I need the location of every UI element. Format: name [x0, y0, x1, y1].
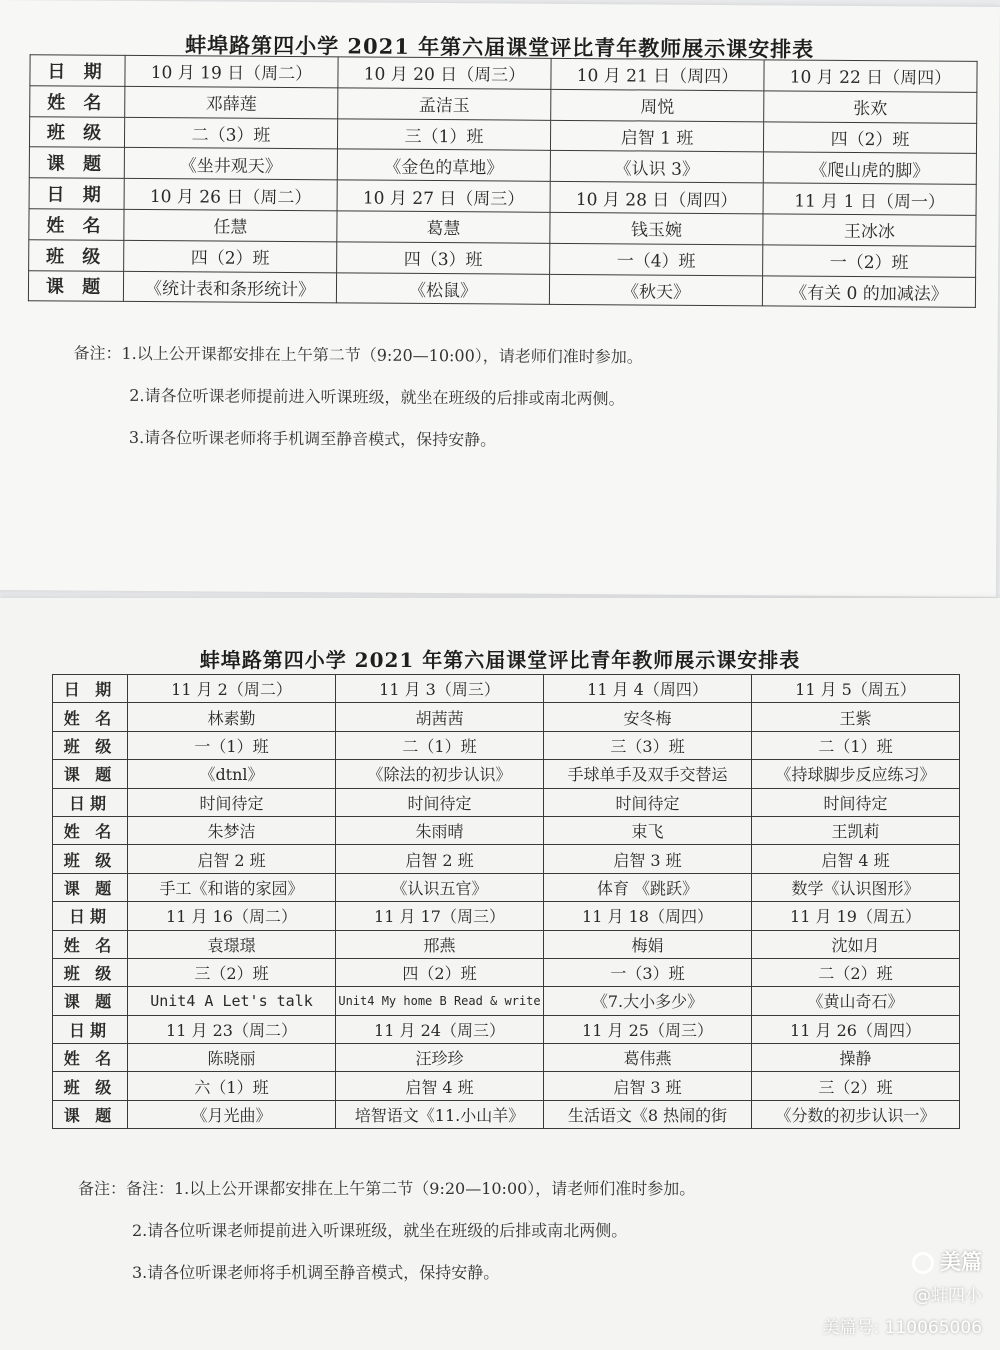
- row-header-cell: 课 题: [53, 1100, 128, 1128]
- table-row: [53, 1015, 960, 1043]
- note-1: 备注：1.以上公开课都安排在上午第二节（9:20—10:00），请老师们准时参加。: [73, 343, 643, 367]
- schedule-cell: 《坐井观天》: [124, 148, 337, 180]
- schedule-cell: 三（1）班: [337, 118, 550, 150]
- schedule-cell: 二（1）班: [336, 731, 544, 759]
- schedule-cell: 时间待定: [336, 788, 544, 816]
- row-header-cell: 姓 名: [30, 86, 125, 117]
- table-row: [53, 1072, 960, 1100]
- schedule-cell: 《黄山奇石》: [752, 987, 960, 1015]
- schedule-cell: 安冬梅: [544, 703, 752, 731]
- row-header-cell: 课 题: [53, 760, 128, 788]
- table-row: [53, 987, 960, 1015]
- schedule-cell: 邢燕: [336, 930, 544, 958]
- schedule-cell: 11 月 16（周二）: [128, 902, 336, 930]
- schedule-cell: 袁璟璟: [128, 930, 336, 958]
- table-row: [53, 675, 960, 703]
- schedule-cell: 周悦: [551, 89, 764, 121]
- row-header-cell: 课 题: [53, 873, 128, 901]
- row-header-cell: 姓 名: [53, 1044, 128, 1072]
- row-header-cell: 班 级: [53, 958, 128, 986]
- schedule-cell: 葛伟燕: [544, 1044, 752, 1072]
- schedule-cell: 《认识五官》: [336, 873, 544, 901]
- schedule-cell: 《月光曲》: [128, 1100, 336, 1128]
- schedule-cell: 二（2）班: [752, 958, 960, 986]
- schedule-cell: 生活语文《8 热闹的街: [544, 1100, 752, 1128]
- schedule-cell: 启智 3 班: [544, 845, 752, 873]
- schedule-cell: 林素勤: [128, 703, 336, 731]
- row-header-cell: 日期: [53, 788, 128, 816]
- schedule-cell: 朱雨晴: [336, 816, 544, 844]
- schedule-cell: 《松鼠》: [336, 272, 549, 304]
- schedule-cell: 三（2）班: [128, 958, 336, 986]
- schedule-cell: 启智 2 班: [128, 845, 336, 873]
- schedule-cell: 四（3）班: [337, 242, 550, 274]
- schedule-cell: 《除法的初步认识》: [336, 760, 544, 788]
- row-header-cell: 姓 名: [53, 703, 128, 731]
- table-row: [53, 845, 960, 873]
- schedule-cell: 张欢: [764, 91, 977, 123]
- schedule-cell: 培智语文《11.小山羊》: [336, 1100, 544, 1128]
- schedule-cell: 《爬山虎的脚》: [763, 152, 976, 184]
- schedule-cell: 胡茜茜: [336, 703, 544, 731]
- table-row: [53, 902, 960, 930]
- schedule-sheet-2: [0, 598, 1000, 1350]
- schedule-cell: 束飞: [544, 816, 752, 844]
- schedule-cell: 11 月 2（周二）: [128, 675, 336, 703]
- table-row: [53, 958, 960, 986]
- schedule-cell: 启智 1 班: [550, 120, 763, 152]
- schedule-cell: 时间待定: [752, 788, 960, 816]
- schedule-cell: 11 月 26（周四）: [752, 1015, 960, 1043]
- row-header-cell: 日 期: [30, 55, 125, 86]
- schedule-cell: 《7.大小多少》: [544, 987, 752, 1015]
- row-header-cell: 日期: [53, 1015, 128, 1043]
- schedule-cell: 数学《认识图形》: [752, 873, 960, 901]
- schedule-cell: 六（1）班: [128, 1072, 336, 1100]
- table-row: [53, 1044, 960, 1072]
- schedule-cell: 时间待定: [128, 788, 336, 816]
- schedule-cell: 11 月 23（周二）: [128, 1015, 336, 1043]
- schedule-cell: 《金色的草地》: [337, 149, 550, 181]
- schedule-cell: 《持球脚步反应练习》: [752, 760, 960, 788]
- schedule-cell: Unit4 My home B Read & write: [336, 987, 544, 1015]
- table-row: [53, 760, 960, 788]
- schedule-cell: 11 月 4（周四）: [544, 675, 752, 703]
- row-header-cell: 班 级: [53, 731, 128, 759]
- row-header-cell: 日 期: [53, 675, 128, 703]
- meipian-logo-icon: [912, 1252, 934, 1274]
- sheet-2-title: 蚌埠路第四小学 2021 年第六届课堂评比青年教师展示课安排表: [199, 648, 801, 672]
- schedule-cell: 10 月 19 日（周二）: [125, 55, 338, 87]
- schedule-cell: 11 月 5（周五）: [752, 675, 960, 703]
- row-header-cell: 日期: [53, 902, 128, 930]
- schedule-cell: 10 月 26 日（周二）: [124, 179, 337, 211]
- watermark-id: 美篇号: 110065006: [822, 1318, 982, 1338]
- schedule-cell: 《有关 0 的加减法》: [762, 275, 975, 307]
- table-row: [53, 731, 960, 759]
- schedule-cell: 10 月 28 日（周四）: [550, 182, 763, 214]
- schedule-cell: 《分数的初步认识一》: [752, 1100, 960, 1128]
- schedule-cell: 王冰冰: [763, 214, 976, 246]
- table-row: [53, 873, 960, 901]
- row-header-cell: 班 级: [29, 239, 124, 270]
- row-header-cell: 日 期: [29, 178, 124, 209]
- row-header-cell: 姓 名: [29, 209, 124, 240]
- note-3: 3.请各位听课老师将手机调至静音模式，保持安静。: [128, 427, 497, 450]
- schedule-cell: 操静: [752, 1044, 960, 1072]
- schedule-cell: 时间待定: [544, 788, 752, 816]
- watermark-brand: [912, 1246, 982, 1276]
- table-row: [53, 703, 960, 731]
- schedule-cell: 汪珍珍: [336, 1044, 544, 1072]
- schedule-cell: 启智 2 班: [336, 845, 544, 873]
- schedule-cell: 体育 《跳跃》: [544, 873, 752, 901]
- schedule-cell: 《dtnl》: [128, 760, 336, 788]
- schedule-cell: 启智 3 班: [544, 1072, 752, 1100]
- schedule-cell: 梅娟: [544, 930, 752, 958]
- schedule-cell: 11 月 25（周三）: [544, 1015, 752, 1043]
- row-header-cell: 课 题: [29, 147, 124, 178]
- schedule-cell: 11 月 18（周四）: [544, 902, 752, 930]
- row-header-cell: 班 级: [53, 1072, 128, 1100]
- schedule-cell: 葛慧: [337, 211, 550, 243]
- schedule-cell: 王紫: [752, 703, 960, 731]
- row-header-cell: 课 题: [53, 987, 128, 1015]
- schedule-cell: 启智 4 班: [752, 845, 960, 873]
- schedule-cell: 11 月 24（周三）: [336, 1015, 544, 1043]
- schedule-cell: 《认识 3》: [550, 151, 763, 183]
- schedule-cell: 10 月 27 日（周三）: [337, 180, 550, 212]
- schedule-cell: 一（2）班: [763, 245, 976, 277]
- schedule-cell: Unit4 A Let's talk: [128, 987, 336, 1015]
- schedule-cell: 沈如月: [752, 930, 960, 958]
- row-header-cell: 班 级: [29, 116, 124, 147]
- schedule-cell: 孟洁玉: [338, 88, 551, 120]
- table-row: [53, 788, 960, 816]
- schedule-sheet-1: [0, 0, 1000, 597]
- sheet-1-table: [28, 54, 978, 308]
- row-header-cell: 课 题: [28, 270, 123, 301]
- table-row: [53, 816, 960, 844]
- schedule-cell: 任慧: [124, 209, 337, 241]
- schedule-cell: 邓薛莲: [125, 86, 338, 118]
- sheet-1-title: 蚌埠路第四小学 2021 年第六届课堂评比青年教师展示课安排表: [185, 32, 815, 62]
- table-row: [53, 1100, 960, 1128]
- schedule-cell: 一（4）班: [550, 243, 763, 275]
- row-header-cell: 姓 名: [53, 930, 128, 958]
- schedule-cell: 三（2）班: [752, 1072, 960, 1100]
- sheet-2-table: [52, 674, 960, 1129]
- schedule-cell: 11 月 17（周三）: [336, 902, 544, 930]
- note-2: 2.请各位听课老师提前进入听课班级，就坐在班级的后排或南北两侧。: [132, 1221, 628, 1240]
- schedule-cell: 一（3）班: [544, 958, 752, 986]
- schedule-cell: 11 月 3（周三）: [336, 675, 544, 703]
- schedule-cell: 四（2）班: [336, 958, 544, 986]
- schedule-cell: 10 月 22 日（周四）: [764, 60, 977, 92]
- row-header-cell: 姓 名: [53, 816, 128, 844]
- schedule-cell: 朱梦洁: [128, 816, 336, 844]
- schedule-cell: 王凯莉: [752, 816, 960, 844]
- schedule-cell: 三（3）班: [544, 731, 752, 759]
- schedule-cell: 二（3）班: [124, 117, 337, 149]
- schedule-cell: 《统计表和条形统计》: [123, 271, 336, 303]
- schedule-cell: 一（1）班: [128, 731, 336, 759]
- schedule-cell: 启智 4 班: [336, 1072, 544, 1100]
- schedule-cell: 二（1）班: [752, 731, 960, 759]
- schedule-cell: 手工《和谐的家园》: [128, 873, 336, 901]
- schedule-cell: 四（2）班: [763, 121, 976, 153]
- schedule-cell: 10 月 20 日（周三）: [338, 57, 551, 89]
- table-row: [53, 930, 960, 958]
- watermark-handle: @蚌四小: [914, 1286, 982, 1306]
- table-row: [28, 270, 975, 307]
- note-1: 备注：备注：1.以上公开课都安排在上午第二节（9:20—10:00），请老师们准时参加。: [78, 1179, 696, 1198]
- schedule-cell: 钱玉婉: [550, 212, 763, 244]
- note-2: 2.请各位听课老师提前进入听课班级，就坐在班级的后排或南北两侧。: [129, 385, 625, 409]
- schedule-cell: 11 月 19（周五）: [752, 902, 960, 930]
- schedule-cell: 陈晓丽: [128, 1044, 336, 1072]
- row-header-cell: 班 级: [53, 845, 128, 873]
- note-3: 3.请各位听课老师将手机调至静音模式，保持安静。: [132, 1263, 500, 1282]
- schedule-cell: 四（2）班: [124, 240, 337, 272]
- schedule-cell: 11 月 1 日（周一）: [763, 183, 976, 215]
- watermark-brand-text: 美篇: [940, 1250, 982, 1274]
- schedule-cell: 手球单手及双手交替运: [544, 760, 752, 788]
- schedule-cell: 《秋天》: [549, 274, 762, 306]
- schedule-cell: 10 月 21 日（周四）: [551, 58, 764, 90]
